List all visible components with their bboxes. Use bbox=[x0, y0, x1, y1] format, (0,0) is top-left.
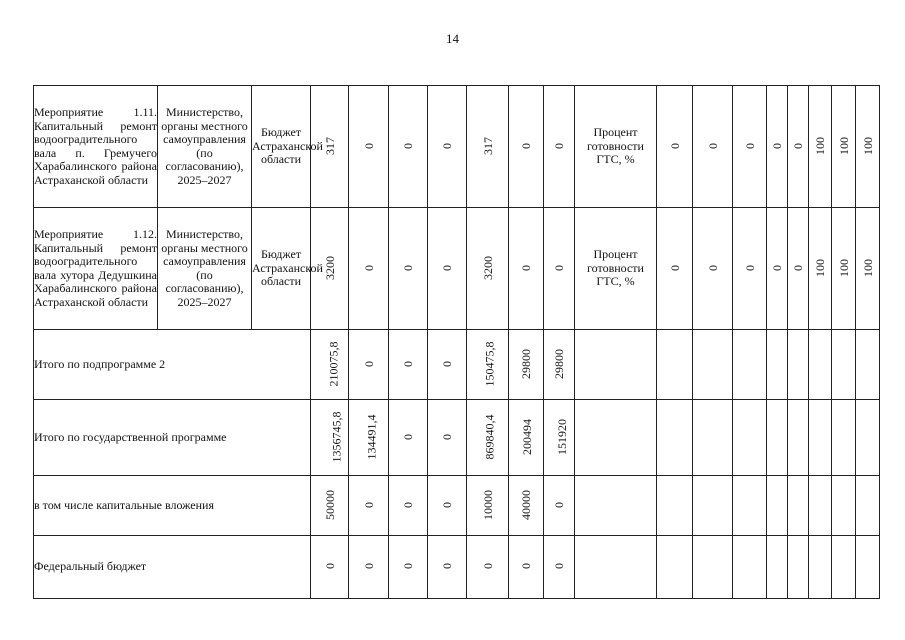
total-value: 0 bbox=[361, 360, 376, 367]
empty-cell bbox=[657, 330, 693, 400]
total-value: 40000 bbox=[519, 489, 533, 520]
empty-cell bbox=[788, 330, 809, 400]
empty-cell bbox=[575, 536, 657, 599]
indicator-value: 100 bbox=[836, 136, 851, 155]
total-value: 1356745,8 bbox=[329, 411, 344, 463]
program-table bbox=[33, 85, 880, 599]
total-value: 869840,4 bbox=[482, 414, 497, 460]
value-cell: 317 bbox=[480, 136, 495, 155]
table-row bbox=[34, 86, 880, 208]
empty-cell bbox=[832, 400, 856, 476]
value-cell: 0 bbox=[361, 142, 376, 149]
empty-cell bbox=[856, 330, 880, 400]
indicator-value: 100 bbox=[860, 136, 875, 155]
total-value: 210075,8 bbox=[326, 341, 341, 387]
total-label: Федеральный бюджет bbox=[34, 536, 311, 599]
empty-cell bbox=[657, 400, 693, 476]
empty-cell bbox=[809, 330, 832, 400]
empty-cell bbox=[767, 330, 788, 400]
indicator-value: 100 bbox=[860, 258, 875, 277]
total-value: 0 bbox=[440, 501, 454, 508]
page-number: 14 bbox=[446, 31, 459, 46]
total-value: 50000 bbox=[322, 489, 337, 520]
total-value: 151920 bbox=[555, 418, 569, 455]
value-cell: 0 bbox=[519, 264, 533, 271]
total-value: 0 bbox=[440, 563, 454, 570]
executor-cell: Министерство, органы местного самоуправления (по согласованию), 2025–2027 bbox=[158, 86, 252, 208]
indicator-value: 100 bbox=[836, 258, 851, 277]
empty-cell bbox=[788, 476, 809, 536]
empty-cell bbox=[733, 536, 767, 599]
table-row bbox=[34, 208, 880, 330]
value-cell: 0 bbox=[361, 264, 376, 271]
value-cell: 0 bbox=[552, 264, 566, 271]
empty-cell bbox=[733, 400, 767, 476]
value-cell: 0 bbox=[519, 142, 533, 149]
empty-cell bbox=[733, 330, 767, 400]
value-cell: 3200 bbox=[322, 255, 337, 280]
indicator-value: 0 bbox=[770, 142, 784, 149]
indicator-name: Процент готовности ГТС, % bbox=[575, 86, 657, 208]
value-cell: 3200 bbox=[480, 255, 495, 280]
total-value: 10000 bbox=[480, 489, 495, 520]
budget-source: Бюджет Астраханской области bbox=[252, 86, 311, 208]
indicator-value: 0 bbox=[742, 264, 757, 271]
total-value: 0 bbox=[480, 563, 495, 570]
total-value: 0 bbox=[440, 360, 454, 367]
indicator-value: 100 bbox=[813, 258, 827, 277]
indicator-value: 0 bbox=[667, 264, 682, 271]
empty-cell bbox=[693, 400, 733, 476]
empty-cell bbox=[575, 330, 657, 400]
empty-cell bbox=[788, 400, 809, 476]
indicator-value: 0 bbox=[705, 142, 720, 149]
indicator-value: 0 bbox=[791, 142, 805, 149]
total-value: 0 bbox=[552, 563, 566, 570]
indicator-value: 0 bbox=[791, 264, 805, 271]
indicator-value: 0 bbox=[770, 264, 784, 271]
total-row bbox=[34, 400, 880, 476]
empty-cell bbox=[693, 476, 733, 536]
indicator-value: 0 bbox=[742, 142, 757, 149]
executor-cell: Министерство, органы местного самоуправления (по согласованию), 2025–2027 bbox=[158, 208, 252, 330]
empty-cell bbox=[657, 476, 693, 536]
total-value: 0 bbox=[401, 433, 415, 440]
indicator-value: 100 bbox=[813, 136, 827, 155]
total-value: 134491,4 bbox=[364, 414, 379, 460]
empty-cell bbox=[788, 536, 809, 599]
total-row bbox=[34, 536, 880, 599]
empty-cell bbox=[809, 476, 832, 536]
empty-cell bbox=[767, 476, 788, 536]
total-value: 0 bbox=[401, 360, 415, 367]
total-label: Итого по государственной программе bbox=[34, 400, 311, 476]
indicator-value: 0 bbox=[667, 142, 682, 149]
empty-cell bbox=[832, 330, 856, 400]
total-label: Итого по подпрограмме 2 bbox=[34, 330, 311, 400]
empty-cell bbox=[733, 476, 767, 536]
total-value: 0 bbox=[361, 501, 376, 508]
value-cell: 317 bbox=[322, 136, 337, 155]
value-cell: 0 bbox=[440, 142, 454, 149]
total-value: 0 bbox=[401, 501, 415, 508]
measure-description: Мероприятие 1.11. Капитальный ремонт водооградительного вала п. Гремучего Харабалинского района Астраханской области bbox=[34, 86, 158, 208]
total-value: 0 bbox=[440, 433, 454, 440]
measure-description: Мероприятие 1.12. Капитальный ремонт водооградительного вала хутора Дедушкина Харабалинского района Астраханской области bbox=[34, 208, 158, 330]
empty-cell bbox=[767, 536, 788, 599]
indicator-name: Процент готовности ГТС, % bbox=[575, 208, 657, 330]
total-value: 200494 bbox=[520, 418, 534, 455]
empty-cell bbox=[657, 536, 693, 599]
empty-cell bbox=[575, 400, 657, 476]
empty-cell bbox=[856, 536, 880, 599]
empty-cell bbox=[809, 536, 832, 599]
empty-cell bbox=[693, 536, 733, 599]
empty-cell bbox=[809, 400, 832, 476]
total-row bbox=[34, 476, 880, 536]
total-label: в том числе капитальные вложения bbox=[34, 476, 311, 536]
total-value: 0 bbox=[322, 563, 337, 570]
value-cell: 0 bbox=[552, 142, 566, 149]
total-value: 29800 bbox=[552, 348, 566, 379]
value-cell: 0 bbox=[440, 264, 454, 271]
empty-cell bbox=[693, 330, 733, 400]
empty-cell bbox=[856, 476, 880, 536]
total-value: 0 bbox=[361, 563, 376, 570]
empty-cell bbox=[832, 476, 856, 536]
total-value: 150475,8 bbox=[482, 341, 497, 387]
empty-cell bbox=[856, 400, 880, 476]
total-value: 0 bbox=[519, 563, 533, 570]
total-row bbox=[34, 330, 880, 400]
value-cell: 0 bbox=[401, 142, 415, 149]
indicator-value: 0 bbox=[705, 264, 720, 271]
value-cell: 0 bbox=[401, 264, 415, 271]
empty-cell bbox=[767, 400, 788, 476]
total-value: 0 bbox=[552, 501, 566, 508]
total-value: 29800 bbox=[519, 348, 533, 379]
empty-cell bbox=[575, 476, 657, 536]
total-value: 0 bbox=[401, 563, 415, 570]
budget-source: Бюджет Астраханской области bbox=[252, 208, 311, 330]
empty-cell bbox=[832, 536, 856, 599]
